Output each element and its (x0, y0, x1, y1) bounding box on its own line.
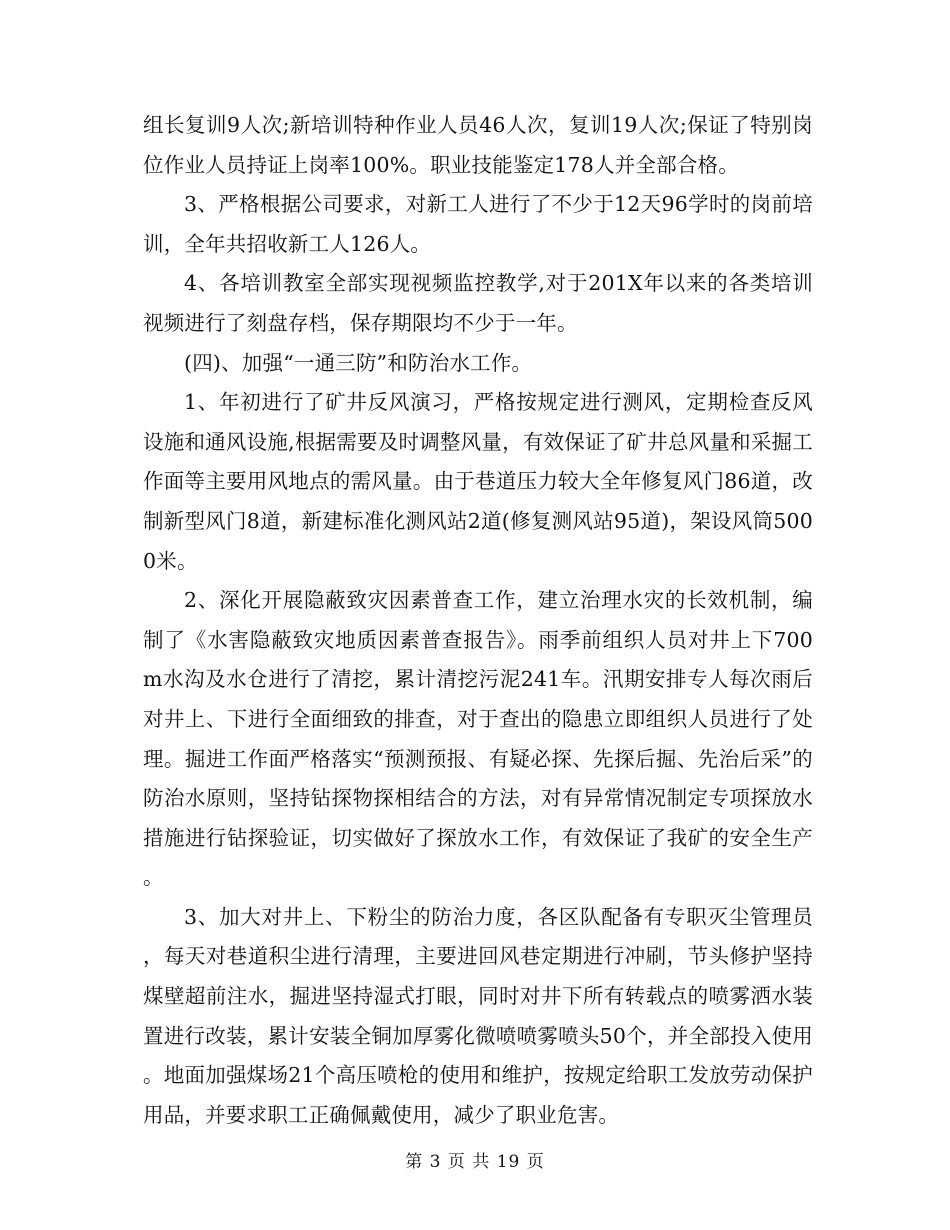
document-body (143, 106, 813, 1135)
page-number-footer: 第 3 页 共 19 页 (405, 1152, 545, 1172)
paragraph-new-worker-training: 3、严格根据公司要求，对新工人进行了不少于12天96学时的岗前培训，全年共招收新工人126人。 (143, 192, 813, 256)
paragraph-training-stats: 组长复训9人次;新培训特种作业人员46人次，复训19人次;保证了特别岗位作业人员持证上岗率100%。职业技能鉴定178人并全部合格。 (143, 113, 813, 177)
paragraph-video-monitoring: 4、各培训教室全部实现视频监控教学,对于201X年以来的各类培训视频进行了刻盘存档，保存期限均不少于一年。 (143, 271, 813, 335)
paragraph-ventilation: 1、年初进行了矿井反风演习，严格按规定进行测风，定期检查反风设施和通风设施,根据需要及时调整风量，有效保证了矿井总风量和采掘工作面等主要用风地点的需风量。由于巷道压力较大全年修复风门86道，改制新型风门8道，新建标准化测风站2道(修复测风站95道)，架设风筒5000米。 (143, 390, 813, 573)
paragraph-dust-control: 3、加大对井上、下粉尘的防治力度，各区队配备有专职灭尘管理员，每天对巷道积尘进行清理，主要进回风巷定期进行冲刷，节头修护坚持煤壁超前注水，掘进坚持湿式打眼，同时对井下所有转载点的喷雾洒水装置进行改装，累计安装全铜加厚雾化微喷喷雾喷头50个，并全部投入使用。地面加强煤场21个高压喷枪的使用和维护，按规定给职工发放劳动保护用品，并要求职工正确佩戴使用，减少了职业危害。 (143, 904, 813, 1127)
paragraph-water-hazard: 2、深化开展隐蔽致灾因素普查工作，建立治理水灾的长效机制，编制了《水害隐蔽致灾地质因素普查报告》。雨季前组织人员对井上下700m水沟及水仓进行了清挖，累计清挖污泥241车。汛期安排专人每次雨后对井上、下进行全面细致的排查，对于查出的隐患立即组织人员进行了处理。掘进工作面严格落实“预测预报、有疑必探、先探后掘、先治后采”的防治水原则，坚持钻探物探相结合的方法，对有异常情况制定专项探放水措施进行钻探验证，切实做好了探放水工作，有效保证了我矿的安全生产。 (143, 588, 813, 890)
section-heading-ventilation-water: (四)、加强“一通三防”和防治水工作。 (184, 350, 533, 375)
